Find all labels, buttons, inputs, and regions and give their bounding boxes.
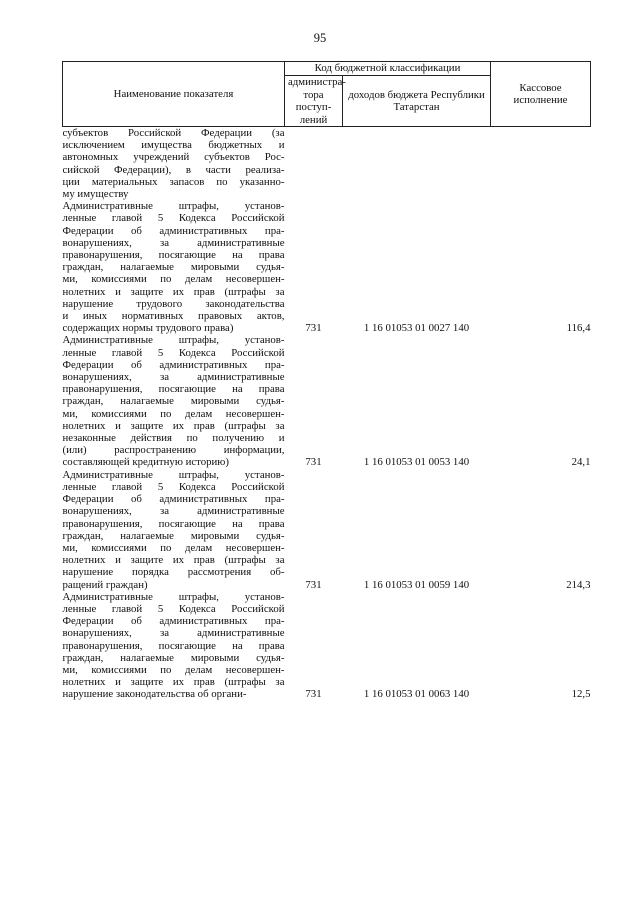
- indicator-name-line: ленные главой 5 Кодекса Российской: [62, 480, 285, 493]
- table-row: [63, 127, 591, 201]
- indicator-name-line: граждан, налагаемые мировыми судья-: [62, 261, 285, 274]
- indicator-name-line: ми, комиссиями по делам несовершен-: [62, 407, 285, 420]
- indicator-name-line: нарушение законодательства об органи-: [62, 688, 247, 701]
- header-revenue-administrator: администра-тора поступ-лений: [285, 76, 343, 127]
- income-code-cell: 1 16 01053 01 0063 140: [363, 688, 470, 701]
- indicator-name-line: автономных учреждений субъектов Рос-: [62, 151, 285, 164]
- indicator-name-line: сийской Федерации), в части реализа-: [62, 163, 285, 176]
- income-code-cell: 1 16 01053 01 0059 140: [363, 578, 470, 591]
- header-budget-classification: Код бюджетной классификации: [285, 62, 491, 76]
- indicator-name-cell: [63, 591, 285, 701]
- indicator-name-line: граждан, налагаемые мировыми судья-: [62, 651, 285, 664]
- indicator-name-line: му имуществу: [62, 188, 129, 201]
- indicator-name-line: ращений граждан): [62, 578, 148, 591]
- indicator-name-line: ми, комиссиями по делам несовершен-: [62, 273, 285, 286]
- indicator-name-line: субъектов Российской Федерации (за: [62, 127, 285, 139]
- administrator-code-cell: [285, 127, 343, 201]
- administrator-code-cell: 731: [305, 578, 322, 591]
- indicator-name-line: ленные главой 5 Кодекса Российской: [62, 346, 285, 359]
- indicator-name-line: Федерации об административных пра-: [62, 358, 285, 371]
- indicator-name-line: ленные главой 5 Кодекса Российской: [62, 212, 285, 225]
- indicator-name-line: правонарушения, посягающие на права: [62, 249, 285, 262]
- indicator-name-cell: [63, 127, 285, 201]
- indicator-name-cell: [63, 334, 285, 468]
- indicator-name-line: нолетних и защите их прав (штрафы за: [62, 285, 285, 298]
- budget-income-table: [62, 61, 591, 701]
- indicator-name-line: вонарушениях, за административные: [62, 371, 285, 384]
- indicator-name-line: Федерации об административных пра-: [62, 615, 285, 628]
- indicator-name-line: правонарушения, посягающие на права: [62, 383, 285, 396]
- indicator-name-line: Административные штрафы, установ-: [62, 334, 285, 347]
- indicator-name-line: составляющей кредитную историю): [62, 456, 229, 469]
- indicator-name-line: незаконные действия по получению и: [62, 432, 285, 445]
- indicator-name-line: вонарушениях, за административные: [62, 236, 285, 249]
- table-row: [63, 334, 591, 468]
- indicator-name-line: нолетних и защите их прав (штрафы за: [62, 676, 285, 689]
- indicator-name-line: граждан, налагаемые мировыми судья-: [62, 395, 285, 408]
- indicator-name-line: вонарушениях, за административные: [62, 627, 285, 640]
- cash-execution-cell: 24,1: [571, 456, 591, 469]
- table-row: [63, 200, 591, 334]
- indicator-name-line: нолетних и защите их прав (штрафы за: [62, 419, 285, 432]
- indicator-name-line: граждан, налагаемые мировыми судья-: [62, 529, 285, 542]
- indicator-name-line: ленные главой 5 Кодекса Российской: [62, 602, 285, 615]
- indicator-name-line: правонарушения, посягающие на права: [62, 517, 285, 530]
- indicator-name-line: (или) распространению информации,: [62, 444, 285, 457]
- header-cash-execution: Кассовое исполнение: [491, 62, 591, 127]
- indicator-name-line: Административные штрафы, установ-: [62, 200, 285, 213]
- indicator-name-line: содержащих нормы трудового права): [62, 322, 234, 335]
- header-budget-income-code: доходов бюджета Республики Татарстан: [343, 76, 491, 127]
- indicator-name-line: нарушение трудового законодательства: [62, 297, 285, 310]
- indicator-name-line: Федерации об административных пра-: [62, 224, 285, 237]
- indicator-name-line: правонарушения, посягающие на права: [62, 639, 285, 652]
- header-indicator-name: Наименование показателя: [63, 62, 285, 127]
- table-body: [63, 127, 591, 701]
- indicator-name-line: ми, комиссиями по делам несовершен-: [62, 663, 285, 676]
- indicator-name-line: и иных нормативных правовых актов,: [62, 310, 285, 323]
- cash-execution-cell: 116,4: [566, 322, 591, 335]
- income-code-cell: [343, 127, 491, 201]
- table-row: [63, 591, 591, 701]
- cash-execution-cell: 214,3: [566, 578, 591, 591]
- administrator-code-cell: 731: [305, 688, 322, 701]
- indicator-name-line: ми, комиссиями по делам несовершен-: [62, 541, 285, 554]
- indicator-name-cell: [63, 469, 285, 591]
- indicator-name-line: ции материальных запасов по указанно-: [62, 175, 285, 188]
- indicator-name-line: Административные штрафы, установ-: [62, 468, 285, 481]
- cash-execution-cell: [491, 127, 591, 201]
- page-number: 95: [313, 31, 327, 45]
- indicator-name-line: исключением имущества бюджетных и: [62, 139, 285, 152]
- indicator-name-line: нолетних и защите их прав (штрафы за: [62, 554, 285, 567]
- indicator-name-line: Административные штрафы, установ-: [62, 590, 285, 603]
- income-code-cell: 1 16 01053 01 0027 140: [363, 322, 470, 335]
- indicator-name-cell: [63, 200, 285, 334]
- cash-execution-cell: 12,5: [571, 688, 591, 701]
- administrator-code-cell: 731: [305, 322, 322, 335]
- administrator-code-cell: 731: [305, 456, 322, 469]
- table-row: [63, 469, 591, 591]
- indicator-name-line: Федерации об административных пра-: [62, 493, 285, 506]
- indicator-name-line: вонарушениях, за административные: [62, 505, 285, 518]
- income-code-cell: 1 16 01053 01 0053 140: [363, 456, 470, 469]
- indicator-name-line: нарушение порядка рассмотрения об-: [62, 566, 285, 579]
